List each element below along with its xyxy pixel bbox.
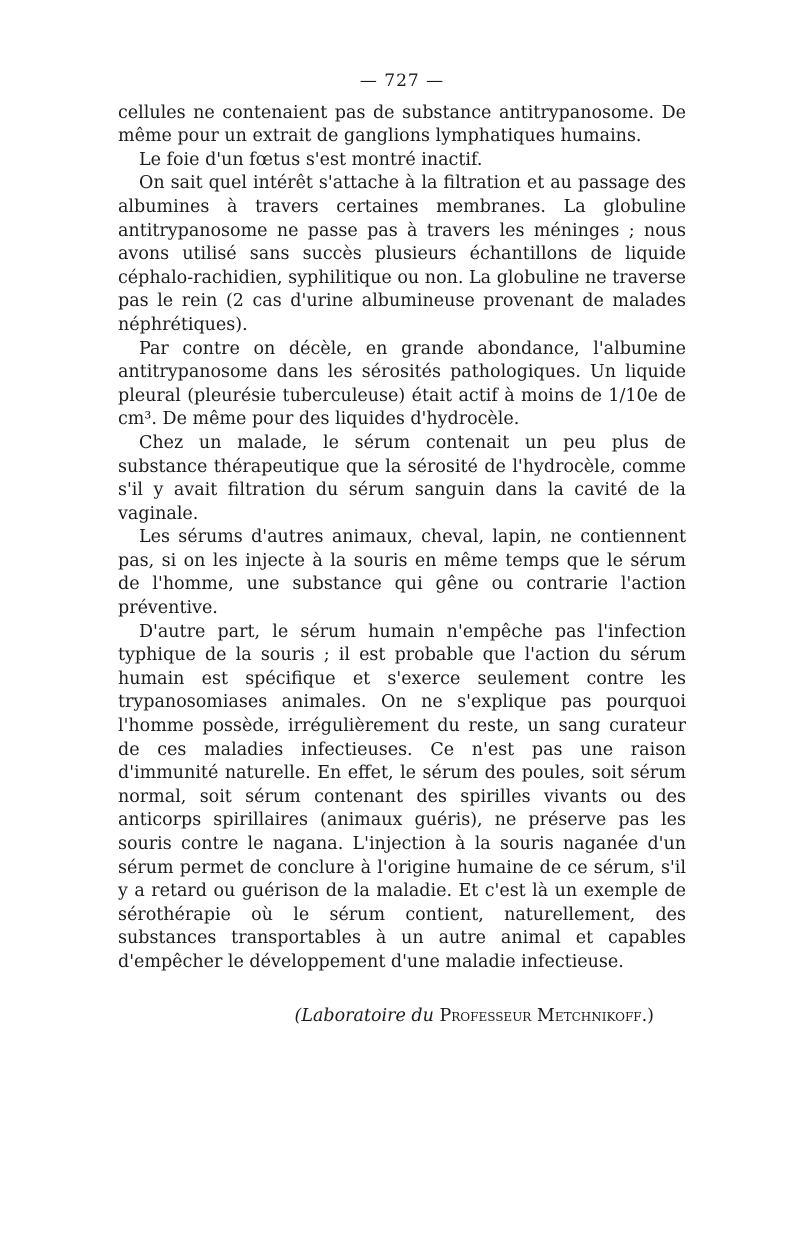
paragraph: Le foie d'un fœtus s'est montré inactif. (139, 149, 483, 170)
signature (118, 1005, 686, 1029)
paragraph: Les sérums d'autres animaux, cheval, lapin, ne contiennent pas, si on les injecte à la souris en même temps que le sérum de l'homme, une substance qui gêne ou contrarie l'action préventive. (118, 527, 686, 619)
paragraph: On sait quel intérêt s'attache à la filtration et au passage des albumines à travers certaines membranes. La globuline antitrypanosome ne passe pas à travers les méninges ; nous avons utilisé sans succès plusieurs échantillons de liquide céphalo-rachidien, syphilitique ou non. La globuline ne traverse pas le rein (2 cas d'urine albumineuse provenant de malades néphrétiques). (118, 173, 686, 335)
signature-name: Professeur Metchnikoff.) (439, 1005, 654, 1026)
page-number: — 727 — (359, 71, 445, 91)
page (118, 70, 686, 1028)
paragraph: Chez un malade, le sérum contenait un peu plus de substance thérapeutique que la sérosité de l'hydrocèle, comme s'il y avait filtration du sérum sanguin dans la cavité de la vaginale. (118, 432, 686, 524)
body-text (118, 102, 686, 975)
paragraph: cellules ne contenaient pas de substance antitrypanosome. De même pour un extrait de ganglions lymphatiques humains. (118, 102, 686, 147)
paragraph: D'autre part, le sérum humain n'empêche pas l'infection typhique de la souris ; il est probable que l'action du sérum humain est spécifique et s'exerce seulement contre les trypanosomiases animales. On ne s'explique pas pourquoi l'homme possède, irrégulièrement du reste, un sang curateur de ces maladies infectieuses. Ce n'est pas une raison d'immunité naturelle. En effet, le sérum des poules, soit sérum normal, soit sérum contenant des spirilles vivants ou des anticorps spirillaires (animaux guéris), ne préserve pas les souris contre le nagana. L'injection à la souris naganée d'un sérum permet de conclure à l'origine humaine de ce sérum, s'il y a retard ou guérison de la maladie. Et c'est là un exemple de sérothérapie où le sérum contient, naturellement, des substances transportables à un autre animal et capables d'empêcher le développement d'une maladie infectieuse. (118, 621, 686, 972)
signature-lab: (Laboratoire du (294, 1005, 434, 1026)
paragraph: Par contre on décèle, en grande abondance, l'albumine antitrypanosome dans les sérosités pathologiques. Un liquide pleural (pleurésie tuberculeuse) était actif à moins de 1/10e de cm³. De même pour des liquides d'hydrocèle. (118, 338, 686, 430)
